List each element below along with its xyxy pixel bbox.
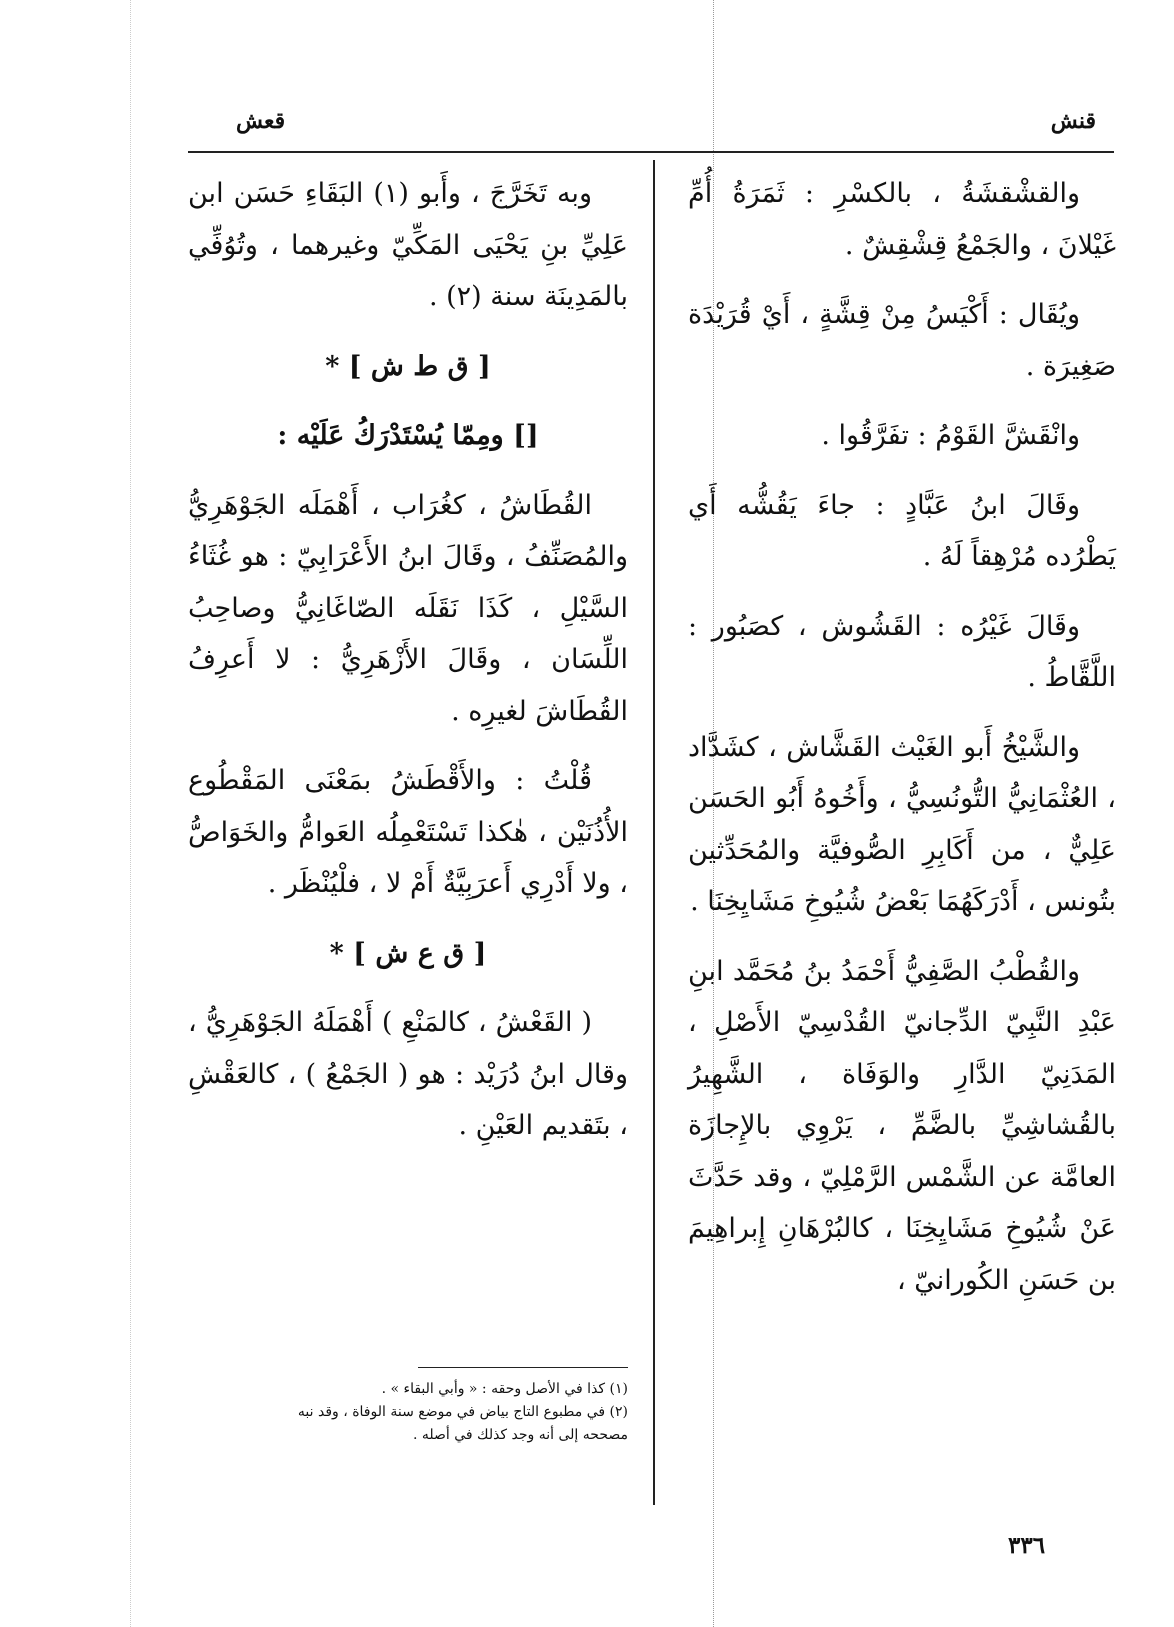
right-column [688, 168, 1116, 1324]
footnote-rule [418, 1367, 628, 1368]
left-column [188, 168, 628, 1170]
running-head-right: قنش [1050, 108, 1096, 134]
paragraph: والقُطْبُ الصَّفِيُّ أَحْمَدُ بنُ مُحَمَّد ابنِ عَبْدِ النَّبِيّ الدِّجانيّ القُدْسِيّ الأَصْلِ ، المَدَنِيّ الدَّارِ والوَفَاة ، الشَّهِيرُ بالقُشاشِيِّ بالضَّمِّ ، يَرْوِي بالإِجازَة العامَّة عن الشَّمْس الرَّمْلِيّ ، وقد حَدَّثَ عَنْ شُيُوخِ مَشَايِخِنَا ، كالبُرْهَانِ إِبراهِيمَ بن حَسَنِ الكُورانيّ ، [688, 955, 1116, 1296]
paragraph: وقَالَ ابنُ عَبَّادٍ : جاءَ يَقُشُّه أَي يَطْرُده مُرْهِقاً لَهُ . [688, 489, 1116, 572]
column-divider [653, 160, 655, 1505]
footnote: (٢) في مطبوع التاج بياض في موضع سنة الوفاة ، وقد نبه مصححه إلى أنه وجد كذلك في أصله . [297, 1404, 628, 1443]
footnotes [270, 1378, 628, 1447]
paragraph: والقشْقشَةُ ، بالكسْرِ : ثَمَرَةُ أُمِّ غَيْلانَ ، والجَمْعُ قِشْقِشٌ . [688, 178, 1116, 261]
footnote: (١) كذا في الأصل وحقه : « وأبي البقاء » . [381, 1381, 628, 1397]
running-head-left: قعش [236, 108, 286, 134]
paragraph: وقَالَ غَيْرُه : القَشُوش ، كصَبُور : اللَّقَّاطُ . [688, 610, 1116, 693]
entry-heading: [ ق ع ش ] * [329, 937, 487, 969]
scan-artifact-line [130, 0, 131, 1627]
header-rule [188, 151, 1114, 153]
paragraph: والشَّيْخُ أَبو الغَيْث القَشَّاش ، كشَدَّاد ، العُثْمَانِيُّ التُّونُسِيُّ ، وأَخُوهُ أَبُو الحَسَن عَلِيٌّ ، من أَكَابِرِ الصُّوفيَّة والمُحَدِّثين بتُونس ، أَدْرَكَهُمَا بَعْضُ شُيُوخِ مَشَايِخِنَا . [688, 731, 1116, 917]
paragraph: القُطَاشُ ، كغُرَاب ، أَهْمَلَه الجَوْهَرِيُّ والمُصَنِّفُ ، وقَالَ ابنُ الأَعْرَابِيّ : هو غُثَاءُ السَّيْلِ ، كَذَا نَقَلَه الصّاغَانِيُّ وصاحِبُ اللِّسَان ، وقَالَ الأَزْهَرِيُّ : لا أَعرِفُ القُطَاشَ لغيرِه . [188, 489, 628, 727]
continuation-paragraph: وبه تَخَرَّجَ ، وأَبو (١) البَقَاءِ حَسَن ابن عَلِيِّ بنِ يَحْيَى المَكِّيّ وغيرهما ، وتُوُفِّي بالمَدِينَة سنة (٢) . [188, 178, 628, 312]
page-number: ٣٣٦ [1008, 1532, 1046, 1559]
paragraph: وانْقَشَّ القَوْمُ : تفَرَّقُوا . [821, 420, 1080, 451]
paragraph: قُلْتُ : والأَقْطَشُ بمَعْنَى المَقْطُوع الأُذُنَيْن ، هٰكذا تَسْتَعْمِلُه العَوامُّ والخَوَاصُّ ، ولا أَدْرِي أَعرَبِيَّةٌ أَمْ لا ، فلْيُنْظَر . [188, 765, 628, 899]
entry-heading: [ ق ط ش ] * [325, 350, 491, 382]
mustadrak-heading: [] ومِمّا يُسْتَدْرَكُ عَلَيْه : [277, 420, 539, 451]
paragraph: ويُقَال : أَكْيَسُ مِنْ قِشَّةٍ ، أَيْ قُرَيْدَة صَغِيرَة . [688, 299, 1116, 382]
paragraph: ( القَعْشُ ، كالمَنْعِ ) أَهْمَلَهُ الجَوْهَرِيُّ ، وقال ابنُ دُرَيْد : هو ( الجَمْعُ ) ، كالعَقْشِ ، بتَقديم العَيْنِ . [188, 1007, 628, 1141]
